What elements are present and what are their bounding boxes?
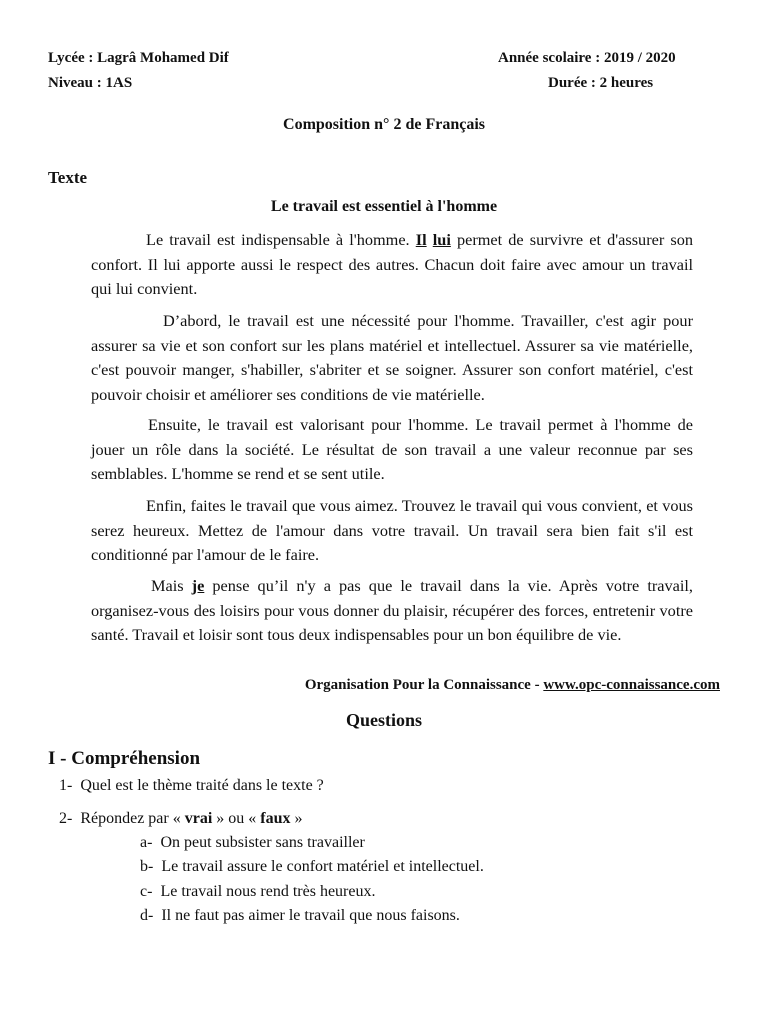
text-label: Texte xyxy=(48,168,88,187)
p5-after: pense qu’il n'y a pas que le travail dans la vie. Après votre travail, organisez-vous des loisirs pour vous donner du plaisir, récupérer des forces, entretenir votre santé. Travail et loisir sont tous deux indispensables pour un bon équilibre de vie. xyxy=(91,576,693,644)
p1-underlined-lui: lui xyxy=(432,230,451,249)
question-2-post: » xyxy=(290,810,303,827)
school-name: Lycée : Lagrâ Mohamed Dif xyxy=(48,50,229,66)
source-org: Organisation Pour la Connaissance - xyxy=(304,677,544,693)
item-letter: b- xyxy=(140,858,154,875)
paragraph-1 xyxy=(91,228,693,302)
text-title: Le travail est essentiel à l'homme xyxy=(270,198,498,215)
paragraph-3: Ensuite, le travail est valorisant pour l'homme. Le travail permet à l'homme de jouer un rôle dans la société. Le résultat de son travail a une valeur reconnue par ses semblables. L'homme se rend et se sent utile. xyxy=(91,415,693,483)
p5-before: Mais xyxy=(151,576,192,595)
question-2-faux: faux xyxy=(260,810,291,827)
source-credit xyxy=(305,677,720,694)
question-1-text: Quel est le thème traité dans le texte ? xyxy=(80,777,324,794)
question-2-pre: Répondez par « xyxy=(80,810,185,827)
question-2-number: 2- xyxy=(59,810,73,827)
paragraph-5 xyxy=(91,574,693,648)
question-2-mid: » ou « xyxy=(212,810,261,827)
exam-title: Composition n° 2 de Français xyxy=(283,116,485,133)
question-2-item-c xyxy=(140,883,375,901)
question-2 xyxy=(59,810,303,828)
item-text: Le travail nous rend très heureux. xyxy=(160,883,376,900)
question-2-item-d xyxy=(140,907,460,925)
question-1-number: 1- xyxy=(59,777,73,794)
question-2-item-b xyxy=(140,858,484,876)
question-2-item-a xyxy=(140,834,365,852)
question-1 xyxy=(59,777,324,795)
item-text: Le travail assure le confort matériel et intellectuel. xyxy=(161,858,484,875)
exam-duration: Durée : 2 heures xyxy=(548,75,654,91)
p1-before: Le travail est indispensable à l'homme. xyxy=(146,230,416,249)
questions-title: Questions xyxy=(345,710,423,730)
p1-after: permet de survivre et d'assurer son confort. Il lui apporte aussi le respect des autres. Chacun doit faire avec amour un travail qui lui convient. xyxy=(91,230,693,298)
p1-underlined-il: Il xyxy=(415,230,427,249)
question-2-vrai: vrai xyxy=(184,810,213,827)
paragraph-4: Enfin, faites le travail que vous aimez. Trouvez le travail qui vous convient, et vous serez heureux. Mettez de l'amour dans votre travail. Un travail sera bien fait s'il est conditionné par l'amour de le faire. xyxy=(91,496,693,564)
item-text: On peut subsister sans travailler xyxy=(160,834,365,851)
school-year: Année scolaire : 2019 / 2020 xyxy=(498,50,676,66)
item-letter: a- xyxy=(140,834,153,851)
p5-underlined-je: je xyxy=(191,576,205,595)
paragraph-2: D’abord, le travail est une nécessité pour l'homme. Travailler, c'est agir pour assurer sa vie et son confort sur les plans matériel et intellectuel. Assurer sa vie matérielle, c'est pouvoir manger, s'habiller, s'abriter et se soigner. Assurer son confort matériel, c'est pouvoir choisir et améliorer ses conditions de vie matérielle. xyxy=(91,311,693,404)
source-url[interactable]: www.opc-connaissance.com xyxy=(543,677,720,693)
section-comprehension: I - Compréhension xyxy=(48,748,201,769)
item-letter: c- xyxy=(140,883,153,900)
class-level: Niveau : 1AS xyxy=(48,75,133,91)
item-letter: d- xyxy=(140,907,154,924)
item-text: Il ne faut pas aimer le travail que nous faisons. xyxy=(161,907,460,924)
